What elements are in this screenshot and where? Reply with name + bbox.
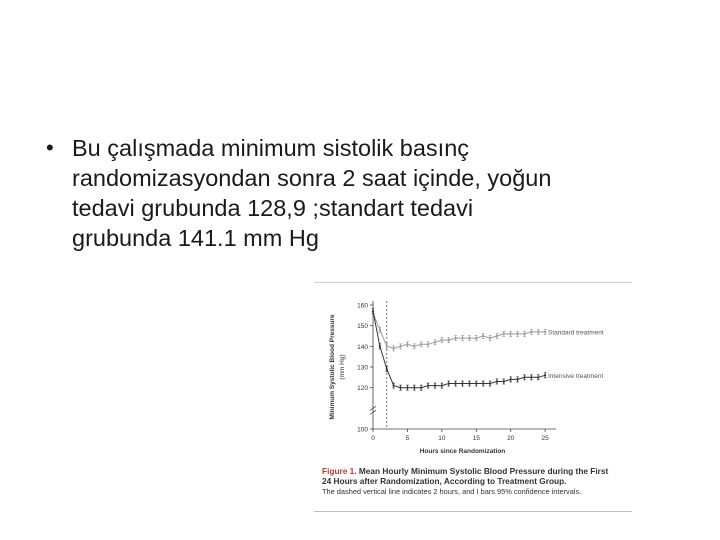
data-point — [544, 331, 546, 333]
y-tick-label: 120 — [357, 385, 368, 393]
data-point — [510, 378, 512, 380]
data-point — [544, 374, 546, 376]
caption-title — [322, 466, 628, 486]
data-point — [448, 382, 450, 384]
caption-figure-label: Figure 1. — [322, 466, 357, 476]
data-point — [406, 343, 408, 345]
series-line-standard — [373, 313, 545, 348]
caption-title-part-1: Mean Hourly Minimum Systolic Blood Pressure during the First — [356, 466, 609, 476]
data-point — [399, 345, 401, 347]
data-point — [406, 387, 408, 389]
figure-caption — [322, 466, 628, 497]
data-point — [379, 345, 381, 347]
data-point — [427, 343, 429, 345]
bullet-text — [72, 133, 686, 253]
data-point — [537, 331, 539, 333]
data-point — [468, 382, 470, 384]
figure-panel — [314, 282, 632, 515]
data-point — [510, 333, 512, 335]
data-point — [455, 337, 457, 339]
data-point — [434, 341, 436, 343]
data-point — [523, 333, 525, 335]
x-tick-label: 0 — [371, 435, 375, 442]
bullet-marker: • — [46, 135, 54, 160]
data-point — [496, 380, 498, 382]
data-point — [372, 310, 374, 312]
data-point — [475, 337, 477, 339]
x-axis-title: Hours since Randomization — [419, 448, 506, 455]
y-tick-label: 160 — [357, 302, 368, 310]
data-point — [530, 331, 532, 333]
data-point — [427, 385, 429, 387]
y-tick-label: 100 — [357, 426, 368, 434]
x-tick-label: 15 — [472, 435, 480, 442]
data-point — [496, 335, 498, 337]
data-point — [475, 382, 477, 384]
data-point — [393, 347, 395, 349]
data-point — [386, 368, 388, 370]
data-point — [461, 382, 463, 384]
data-point — [461, 337, 463, 339]
caption-title-part-2: 24 Hours after Randomization, According to Treatment Group. — [322, 476, 567, 486]
data-point — [386, 345, 388, 347]
figure-bottom-rule — [314, 511, 632, 512]
series-label: Standard treatment — [548, 329, 604, 337]
data-point — [441, 339, 443, 341]
data-point — [482, 382, 484, 384]
data-point — [455, 382, 457, 384]
data-point — [516, 378, 518, 380]
x-tick-label: 25 — [541, 435, 549, 442]
data-point — [420, 387, 422, 389]
y-tick-label: 150 — [357, 323, 368, 331]
y-axis-title: Minimum Systolic Blood Pressure — [329, 314, 336, 420]
data-point — [420, 343, 422, 345]
data-point — [413, 345, 415, 347]
data-point — [434, 385, 436, 387]
series-line-intensive — [373, 311, 545, 388]
data-point — [468, 337, 470, 339]
data-point — [489, 337, 491, 339]
y-tick-label: 140 — [357, 343, 368, 351]
data-point — [393, 385, 395, 387]
data-point — [379, 329, 381, 331]
y-axis-unit: (mm Hg) — [339, 354, 346, 380]
data-point — [523, 376, 525, 378]
bullet-line-3: tedavi grubunda 128,9 ;standart tedavi — [72, 195, 474, 221]
x-tick-label: 5 — [405, 435, 410, 442]
data-point — [482, 335, 484, 337]
series-label: Intensive treatment — [548, 372, 604, 380]
x-tick-label: 20 — [507, 435, 515, 442]
data-point — [399, 387, 401, 389]
blood-pressure-chart — [314, 283, 632, 463]
data-point — [537, 376, 539, 378]
bullet-line-4: grubunda 141.1 mm Hg — [72, 225, 319, 251]
data-point — [503, 333, 505, 335]
data-point — [516, 333, 518, 335]
x-tick-label: 10 — [438, 435, 446, 442]
y-tick-label: 130 — [357, 364, 368, 372]
data-point — [448, 339, 450, 341]
bullet-line-2: randomizasyondan sonra 2 saat içinde, yoğun — [72, 165, 552, 191]
bullet-line-1: Bu çalışmada minimum sistolik basınç — [72, 135, 470, 161]
data-point — [503, 380, 505, 382]
caption-note: The dashed vertical line indicates 2 hours, and I bars 95% confidence intervals. — [322, 487, 582, 496]
data-point — [441, 385, 443, 387]
data-point — [530, 376, 532, 378]
data-point — [489, 382, 491, 384]
data-point — [413, 387, 415, 389]
